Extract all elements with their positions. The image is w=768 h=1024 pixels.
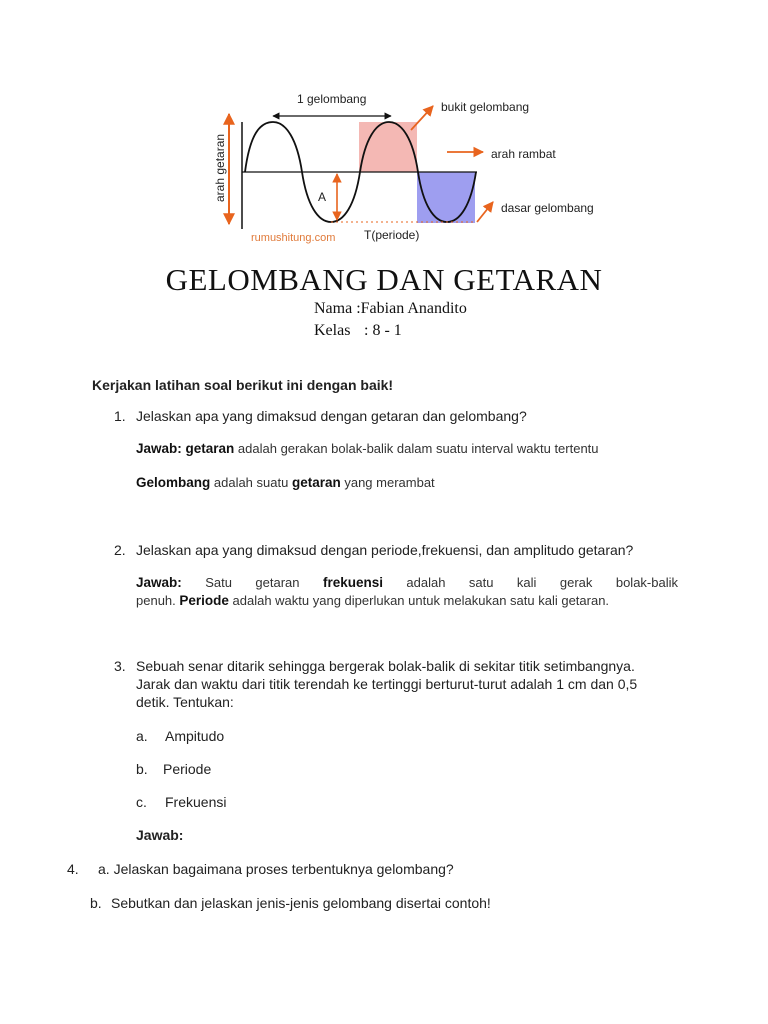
answer-1a-text: adalah gerakan bolak-balik dalam suatu interval waktu tertentu [234, 441, 599, 456]
option-b-label: b. [136, 761, 148, 777]
student-name: Fabian Anandito [360, 300, 467, 317]
class-label: Kelas [314, 322, 351, 339]
class-separator: : [364, 322, 373, 339]
answer-1b-term: Gelombang [136, 475, 211, 490]
crest-label: bukit gelombang [441, 100, 530, 114]
answer-2-text-d: adalah waktu yang diperlukan untuk melakukan satu kali getaran. [228, 593, 610, 608]
option-a-text: Ampitudo [165, 728, 225, 744]
question-3-line-1: Sebuah senar ditarik sehingga bergerak bolak-balik di sekitar titik setimbangnya. [136, 658, 635, 674]
student-class-row [314, 322, 402, 340]
wave-diagram [215, 84, 605, 250]
answer-2-text-a: Satu getaran [181, 575, 323, 590]
question-1-number: 1. [114, 408, 126, 424]
answer-2-line-2 [136, 592, 609, 610]
student-name-row [314, 300, 467, 318]
question-4-number: 4. [67, 861, 79, 877]
question-2-number: 2. [114, 542, 126, 558]
option-b-text: Periode [163, 761, 212, 777]
trough-pointer [477, 202, 493, 222]
option-c-text: Frekuensi [165, 794, 227, 810]
question-3-line-3: detik. Tentukan: [136, 694, 234, 710]
crest-pointer [411, 106, 433, 130]
question-4a-text: a. Jelaskan bagaimana proses terbentuknya gelombang? [98, 861, 454, 877]
answer-1a-jawab: Jawab: [136, 441, 186, 456]
answer-1b-text: yang merambat [340, 475, 435, 490]
watermark-text: rumushitung.com [251, 232, 336, 244]
answer-2-text-b: adalah satu kali gerak bolak-balik [382, 575, 678, 590]
question-4b [90, 894, 491, 912]
question-4b-label: b. [90, 895, 102, 911]
question-3 [114, 657, 635, 675]
instruction: Kerjakan latihan soal berikut ini dengan baik! [92, 377, 394, 393]
crest-region [359, 122, 417, 172]
answer-1a [136, 440, 599, 458]
answer-1a-term: getaran [185, 441, 235, 456]
amplitude-label: A [318, 190, 327, 204]
vibration-label: arah getaran [213, 133, 227, 202]
answer-2-periode: Periode [179, 593, 229, 608]
option-c-label: c. [136, 794, 147, 810]
option-a-label: a. [136, 728, 148, 744]
one-wave-label: 1 gelombang [297, 92, 367, 106]
question-1 [114, 407, 527, 425]
question-2 [114, 541, 633, 559]
option-a [136, 727, 224, 745]
answer-2-text-c: penuh. [136, 593, 180, 608]
option-c [136, 793, 226, 811]
question-4b-text: Sebutkan dan jelaskan jenis-jenis gelombang disertai contoh! [111, 895, 491, 911]
student-class: 8 - 1 [372, 322, 402, 339]
question-3-line-2: Jarak dan waktu dari titik terendah ke tertinggi berturut-turut adalah 1 cm dan 0,5 [136, 676, 638, 692]
page-title: GELOMBANG DAN GETARAN [165, 262, 603, 297]
question-3-number: 3. [114, 658, 126, 674]
propagation-label: arah rambat [491, 147, 556, 161]
answer-2-jawab: Jawab: [136, 575, 182, 590]
option-b [136, 760, 211, 778]
name-label: Nama : [314, 300, 361, 317]
trough-region [417, 172, 475, 223]
answer-1b [136, 474, 435, 492]
answer-2-line-1 [136, 574, 678, 592]
answer-1b-term2: getaran [291, 475, 341, 490]
answer-1b-mid: adalah suatu [210, 475, 292, 490]
question-1-text: Jelaskan apa yang dimaksud dengan getaran dan gelombang? [136, 408, 527, 424]
question-2-text: Jelaskan apa yang dimaksud dengan periode,frekuensi, dan amplitudo getaran? [136, 542, 634, 558]
question-4a [67, 860, 454, 878]
answer-3-jawab: Jawab: [136, 827, 184, 843]
trough-label: dasar gelombang [501, 201, 594, 215]
period-label: T(periode) [364, 228, 420, 242]
answer-2-frekuensi: frekuensi [322, 575, 383, 590]
